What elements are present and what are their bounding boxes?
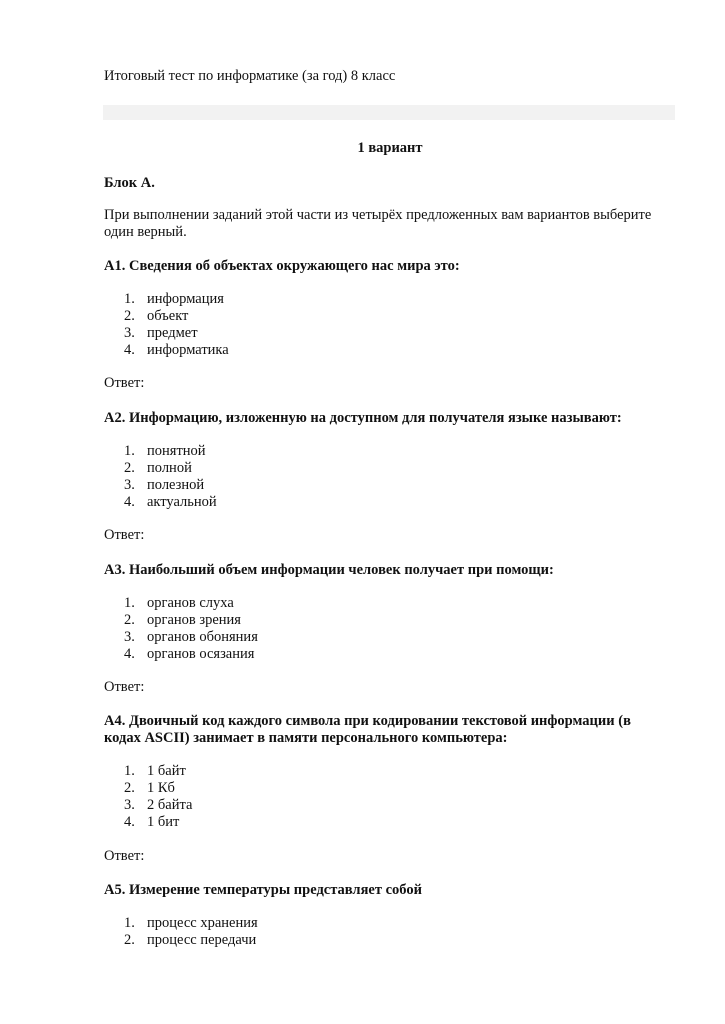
- option-item[interactable]: [124, 325, 229, 342]
- option-text: 2 байта: [147, 797, 193, 813]
- question-a2: А2. Информацию, изложенную на доступном для получателя языке называют:: [104, 410, 622, 426]
- option-number: 4.: [124, 342, 135, 358]
- option-number: 3.: [124, 477, 135, 493]
- option-number: 2.: [124, 932, 135, 948]
- answer-label-a4: Ответ:: [104, 848, 145, 864]
- option-text: 1 байт: [147, 763, 186, 779]
- option-item[interactable]: [124, 763, 192, 780]
- option-text: органов слуха: [147, 595, 234, 611]
- option-number: 4.: [124, 494, 135, 510]
- option-text: полной: [147, 460, 192, 476]
- option-text: органов обоняния: [147, 629, 258, 645]
- question-a1: А1. Сведения об объектах окружающего нас мира это:: [104, 258, 460, 274]
- option-item[interactable]: [124, 342, 229, 359]
- option-number: 3.: [124, 325, 135, 341]
- option-number: 3.: [124, 629, 135, 645]
- option-item[interactable]: [124, 797, 192, 814]
- option-item[interactable]: [124, 443, 217, 460]
- answer-label-a3: Ответ:: [104, 679, 145, 695]
- options-a1: [124, 291, 229, 359]
- option-text: процесс хранения: [147, 915, 258, 931]
- option-number: 1.: [124, 763, 135, 779]
- options-a2: [124, 443, 217, 511]
- option-item[interactable]: [124, 494, 217, 511]
- question-a4: А4. Двоичный код каждого символа при кодировании текстовой информации (в кодах ASCII) занимает в памяти персонального компьютера:: [104, 713, 631, 746]
- option-item[interactable]: [124, 629, 258, 646]
- answer-label-a2: Ответ:: [104, 527, 145, 543]
- option-item[interactable]: [124, 460, 217, 477]
- option-number: 4.: [124, 814, 135, 830]
- options-a3: [124, 595, 258, 663]
- option-number: 1.: [124, 443, 135, 459]
- variant-heading: 1 вариант: [357, 140, 423, 156]
- option-item[interactable]: [124, 915, 258, 932]
- option-item[interactable]: [124, 612, 258, 629]
- option-number: 1.: [124, 291, 135, 307]
- option-number: 2.: [124, 780, 135, 796]
- options-a5: [124, 915, 258, 949]
- option-item[interactable]: [124, 932, 258, 949]
- option-item[interactable]: [124, 308, 229, 325]
- option-text: органов осязания: [147, 646, 255, 662]
- instructions-text: При выполнении заданий этой части из четырёх предложенных вам вариантов выберите один верный.: [104, 207, 652, 240]
- option-text: 1 Кб: [147, 780, 175, 796]
- document-title: Итоговый тест по информатике (за год) 8 класс: [104, 68, 396, 84]
- option-number: 3.: [124, 797, 135, 813]
- option-text: актуальной: [147, 494, 217, 510]
- question-a5: А5. Измерение температуры представляет собой: [104, 882, 422, 898]
- option-text: полезной: [147, 477, 205, 493]
- option-item[interactable]: [124, 646, 258, 663]
- option-text: информация: [147, 291, 224, 307]
- option-number: 1.: [124, 915, 135, 931]
- option-text: объект: [147, 308, 189, 324]
- option-text: 1 бит: [147, 814, 180, 830]
- option-item[interactable]: [124, 595, 258, 612]
- option-number: 4.: [124, 646, 135, 662]
- gray-band-divider: [103, 105, 675, 120]
- answer-label-a1: Ответ:: [104, 375, 145, 391]
- block-title: Блок А.: [104, 175, 155, 191]
- option-number: 2.: [124, 612, 135, 628]
- option-text: информатика: [147, 342, 229, 358]
- options-a4: [124, 763, 192, 831]
- option-number: 2.: [124, 460, 135, 476]
- option-number: 2.: [124, 308, 135, 324]
- option-item[interactable]: [124, 477, 217, 494]
- option-text: понятной: [147, 443, 206, 459]
- option-text: процесс передачи: [147, 932, 257, 948]
- option-item[interactable]: [124, 780, 192, 797]
- option-text: предмет: [147, 325, 198, 341]
- option-number: 1.: [124, 595, 135, 611]
- option-item[interactable]: [124, 814, 192, 831]
- option-text: органов зрения: [147, 612, 241, 628]
- question-a3: А3. Наибольший объем информации человек получает при помощи:: [104, 562, 554, 578]
- option-item[interactable]: [124, 291, 229, 308]
